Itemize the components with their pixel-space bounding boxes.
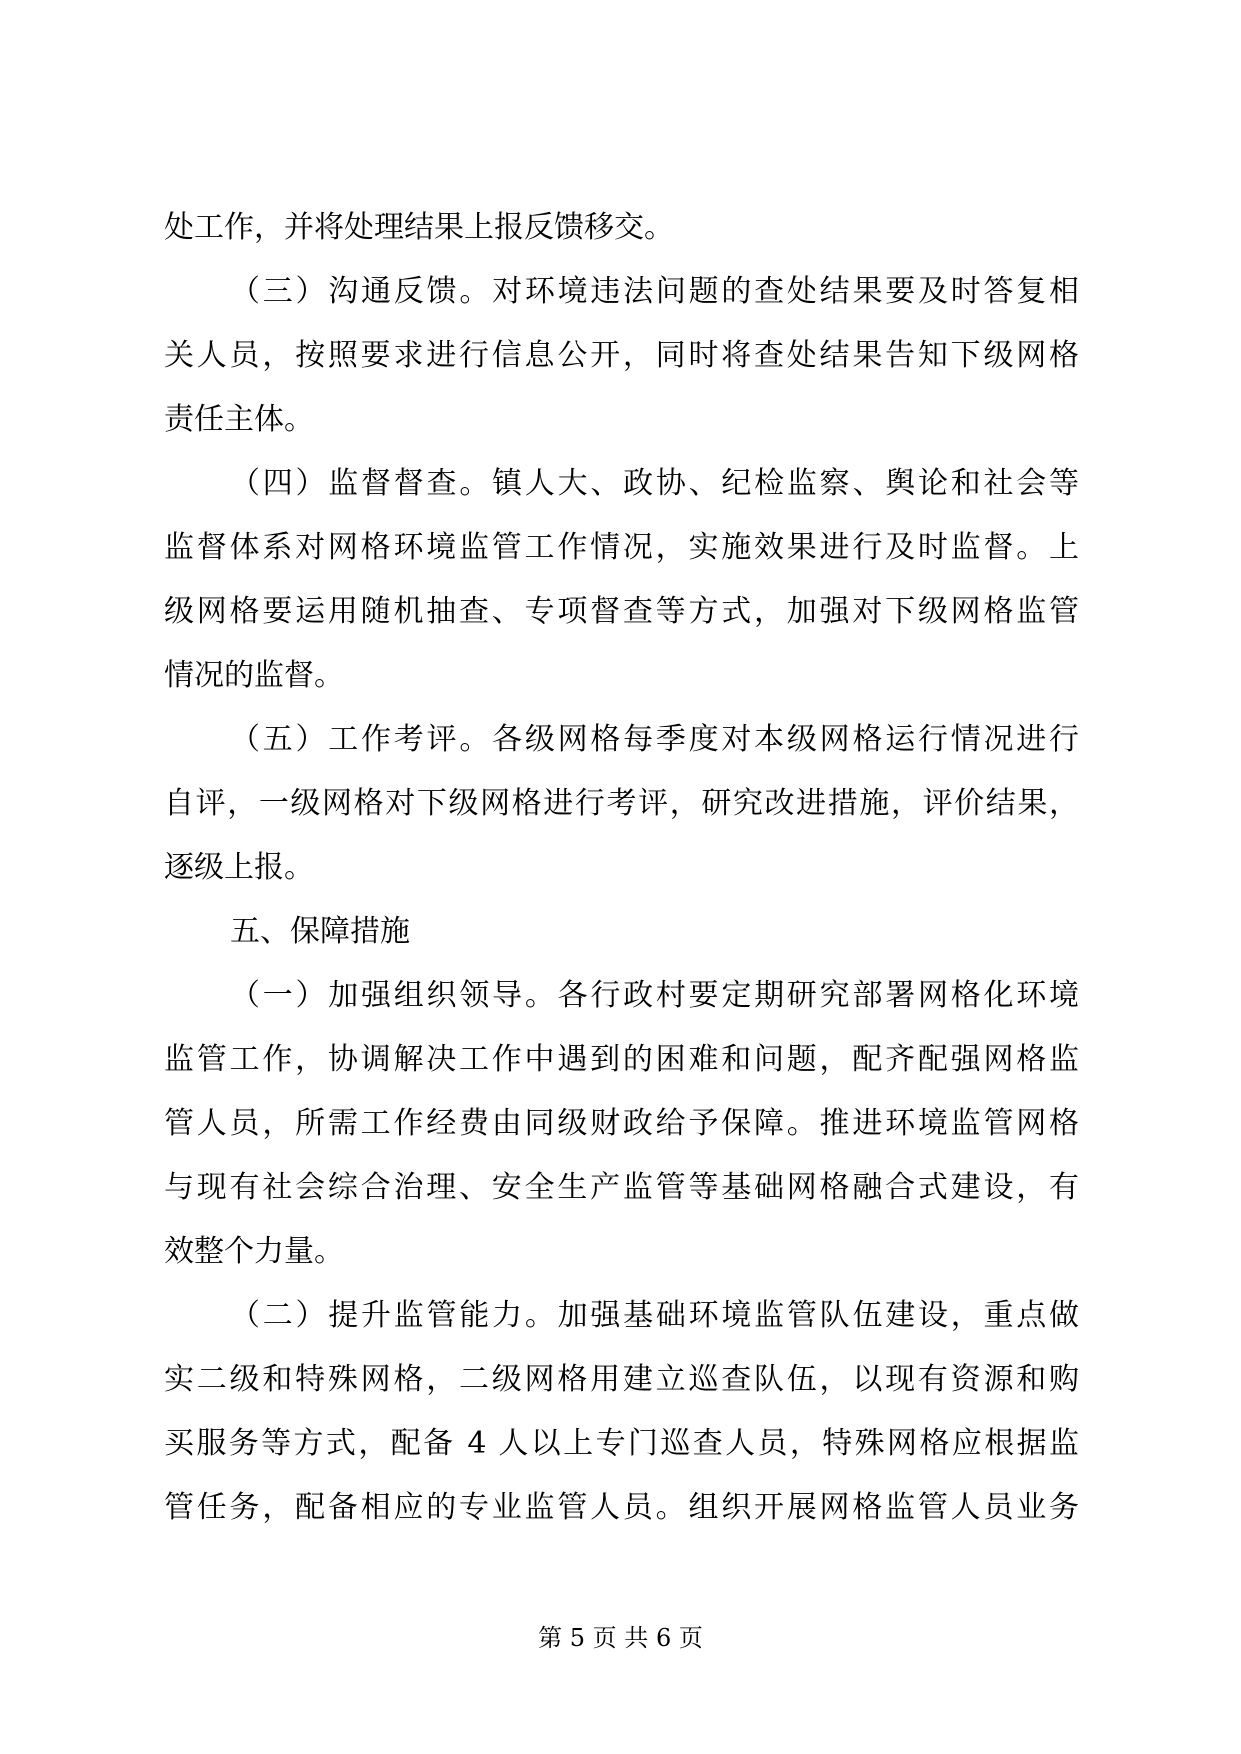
- document-body: [164, 196, 1079, 1540]
- text-line: 监管工作，协调解决工作中遇到的困难和问题，配齐配强网格监: [164, 1042, 1079, 1077]
- text-line: 监督体系对网格环境监管工作情况，实施效果进行及时监督。上: [164, 530, 1079, 565]
- text-line: 自评，一级网格对下级网格进行考评，研究改进措施，评价结果，: [164, 786, 1079, 821]
- text-line: 逐级上报。: [164, 850, 314, 885]
- text-line: 实二级和特殊网格，二级网格用建立巡查队伍，以现有资源和购: [164, 1362, 1079, 1397]
- text-line: 买服务等方式，配备 4 人以上专门巡查人员，特殊网格应根据监: [164, 1426, 1079, 1461]
- text-line: （一）加强组织领导。各行政村要定期研究部署网格化环境: [230, 978, 1079, 1013]
- text-line: （二）提升监管能力。加强基础环境监管队伍建设，重点做: [230, 1298, 1079, 1333]
- text-line: 与现有社会综合治理、安全生产监管等基础网格融合式建设，有: [164, 1170, 1079, 1205]
- text-line: 效整个力量。: [164, 1234, 344, 1269]
- text-line: （四）监督督查。镇人大、政协、纪检监察、舆论和社会等: [230, 466, 1079, 501]
- page-footer: [0, 1622, 1241, 1654]
- text-line: （五）工作考评。各级网格每季度对本级网格运行情况进行: [230, 722, 1079, 757]
- page-number-label: 第 5 页 共 6 页: [538, 1624, 703, 1652]
- text-line: （三）沟通反馈。对环境违法问题的查处结果要及时答复相: [230, 274, 1079, 309]
- section-heading: 五、保障措施: [230, 914, 410, 949]
- text-line: 处工作，并将处理结果上报反馈移交。: [164, 210, 674, 245]
- text-line: 管人员，所需工作经费由同级财政给予保障。推进环境监管网格: [164, 1106, 1079, 1141]
- text-line: 情况的监督。: [164, 658, 344, 693]
- text-line: 责任主体。: [164, 402, 314, 437]
- text-line: 级网格要运用随机抽查、专项督查等方式，加强对下级网格监管: [164, 594, 1079, 629]
- text-line: 关人员，按照要求进行信息公开，同时将查处结果告知下级网格: [164, 338, 1079, 373]
- text-line: 管任务，配备相应的专业监管人员。组织开展网格监管人员业务: [164, 1490, 1079, 1525]
